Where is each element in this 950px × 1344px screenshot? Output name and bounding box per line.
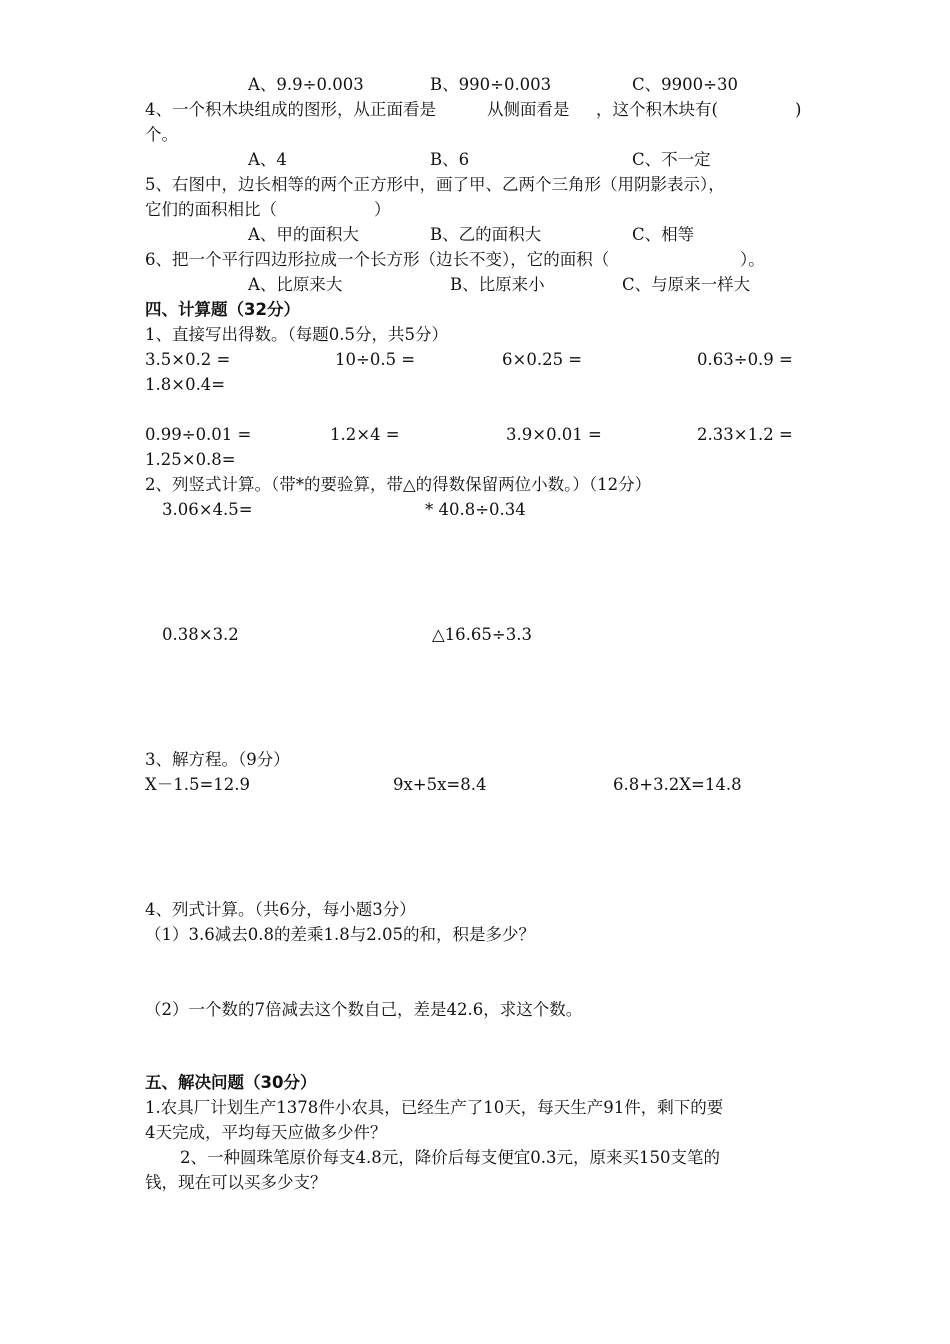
calc-item: 1.2×4 =	[330, 425, 400, 444]
q3-option-a: A、9.9÷0.003	[248, 75, 364, 94]
q3-option-b: B、990÷0.003	[430, 75, 552, 94]
q6-option-c: C、与原来一样大	[622, 275, 751, 294]
vertical-calc-item: 3.06×4.5=	[162, 500, 253, 519]
q4-mid-text: 从侧面看是	[487, 100, 570, 119]
q5-option-c: C、相等	[632, 225, 695, 244]
calc-item: 0.99÷0.01 =	[145, 425, 252, 444]
equation-item: 6.8+3.2X=14.8	[613, 775, 742, 794]
calc-item: 1.8×0.4=	[145, 375, 226, 394]
problem2-line1: 2、一种圆珠笔原价每支4.8元，降价后每支便宜0.3元，原来买150支笔的	[180, 1148, 720, 1167]
q3-option-c: C、9900÷30	[632, 75, 738, 94]
q4-option-c: C、不一定	[632, 150, 711, 169]
problem2-line2: 钱，现在可以买多少支？	[145, 1173, 327, 1192]
vertical-calc-item: * 40.8÷0.34	[425, 500, 526, 519]
part1-title: 1、直接写出得数。（每题0.5分，共5分）	[145, 325, 448, 344]
q5-option-a: A、甲的面积大	[248, 225, 359, 244]
q4-text: 4、一个积木块组成的图形，从正面看是	[145, 100, 436, 119]
problem1-line1: 1.农具厂计划生产1378件小农具，已经生产了10天，每天生产91件，剩下的要	[145, 1098, 724, 1117]
equation-item: X－1.5=12.9	[145, 775, 251, 794]
part3-title: 3、解方程。（9分）	[145, 750, 290, 769]
word-calc-item: （1）3.6减去0.8的差乘1.8与2.05的和，积是多少？	[145, 925, 535, 944]
calc-item: 3.5×0.2 =	[145, 350, 231, 369]
q5-option-b: B、乙的面积大	[430, 225, 542, 244]
q4-option-b: B、6	[430, 150, 470, 169]
calc-item: 10÷0.5 =	[335, 350, 416, 369]
vertical-calc-item: 0.38×3.2	[162, 625, 239, 644]
q4-option-a: A、4	[248, 150, 287, 169]
q4-end-text: ，这个积木块有(	[596, 100, 718, 119]
q6-option-a: A、比原来大	[248, 275, 343, 294]
part2-title: 2、列竖式计算。（带*的要验算，带△的得数保留两位小数。）（12分）	[145, 475, 652, 494]
calc-item: 1.25×0.8=	[145, 450, 236, 469]
vertical-calc-item: △16.65÷3.3	[432, 625, 532, 644]
word-calc-item: （2）一个数的7倍减去这个数自己，差是42.6，求这个数。	[145, 1000, 583, 1019]
q6-line: 6、把一个平行四边形拉成一个长方形（边长不变），它的面积（	[145, 250, 610, 269]
q4-close-paren: )	[795, 100, 802, 119]
calc-item: 0.63÷0.9 =	[697, 350, 793, 369]
problem1-line2: 4天完成，平均每天应做多少件？	[145, 1123, 387, 1142]
q5-line2: 它们的面积相比（	[145, 200, 277, 219]
section4-title: 四、计算题（32分）	[145, 300, 300, 319]
calc-item: 2.33×1.2 =	[697, 425, 793, 444]
equation-item: 9x+5x=8.4	[393, 775, 487, 794]
calc-item: 3.9×0.01 =	[506, 425, 602, 444]
calc-item: 6×0.25 =	[502, 350, 583, 369]
q4-line2: 个。	[145, 125, 178, 144]
q5-line1: 5、右图中，边长相等的两个正方形中，画了甲、乙两个三角形（用阴影表示），	[145, 175, 725, 194]
q6-option-b: B、比原来小	[450, 275, 545, 294]
q6-close-paren: ）。	[740, 250, 765, 269]
part4-title: 4、列式计算。（共6分，每小题3分）	[145, 900, 416, 919]
q5-close-paren: ）	[374, 200, 391, 219]
section5-title: 五、解决问题（30分）	[145, 1073, 317, 1092]
